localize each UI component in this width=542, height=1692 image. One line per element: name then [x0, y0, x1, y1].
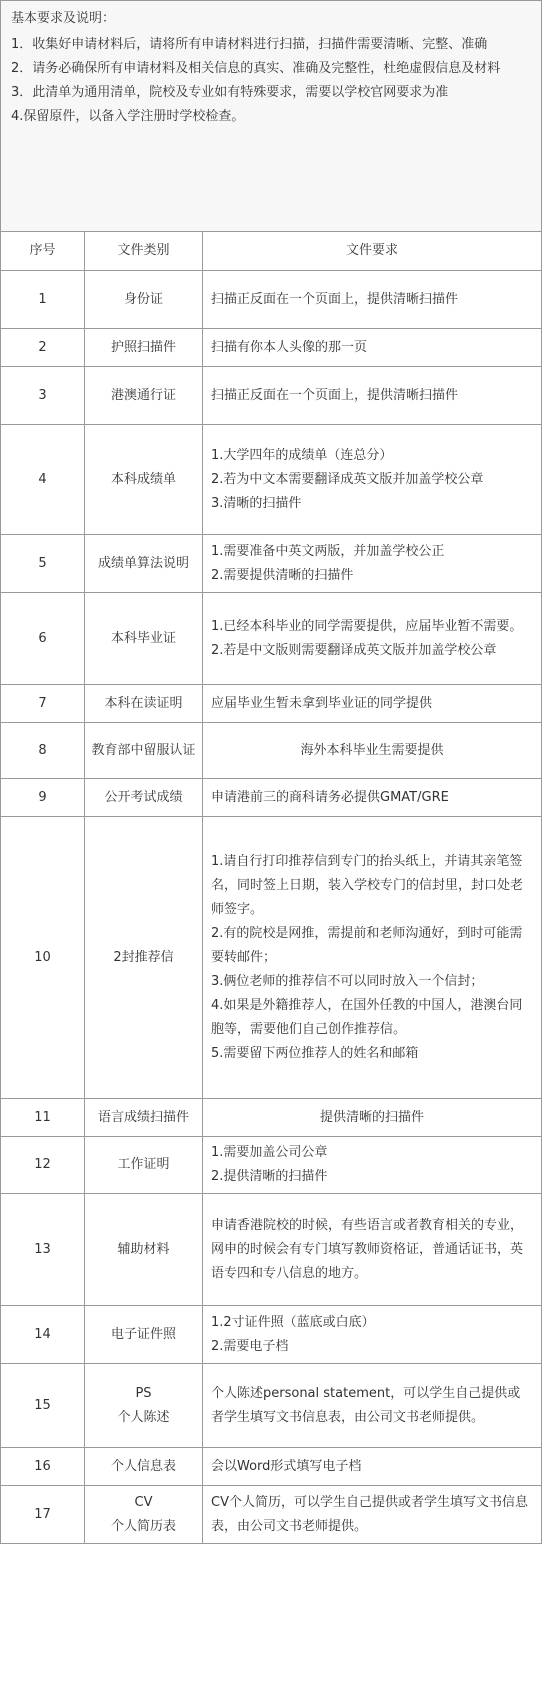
file-requirement-cell — [203, 329, 542, 367]
requirement-line: 3.俩位老师的推荐信不可以同时放入一个信封； — [211, 973, 484, 989]
row-number: 10 — [1, 817, 85, 1099]
file-requirement-cell — [203, 271, 542, 329]
file-type-cell — [85, 1486, 203, 1544]
file-requirement-cell — [203, 1137, 542, 1194]
requirement-line: 1.大学四年的成绩单（连总分） — [211, 447, 393, 463]
table-row — [1, 817, 542, 1099]
table-row — [1, 271, 542, 329]
row-number: 17 — [1, 1486, 85, 1544]
table-row — [1, 1306, 542, 1364]
file-requirement-cell — [203, 685, 542, 723]
intro-line: 4.保留原件，以备入学注册时学校检查。 — [11, 109, 245, 124]
file-type-cell — [85, 817, 203, 1099]
intro-line: 2．请务必确保所有申请材料及相关信息的真实、准确及完整性，杜绝虚假信息及材料 — [11, 61, 501, 76]
table-row — [1, 367, 542, 425]
requirement-line: 1.请自行打印推荐信到专门的抬头纸上，并请其亲笔签名，同时签上日期，装入学校专门的信封里，封口处老师签字。 — [211, 853, 524, 917]
materials-table-body — [1, 1, 542, 1544]
file-requirement-cell — [203, 535, 542, 593]
requirement-line: 海外本科毕业生需要提供 — [300, 742, 444, 758]
table-row — [1, 1486, 542, 1544]
intro-title: 基本要求及说明： — [11, 11, 116, 26]
header-number: 序号 — [1, 232, 85, 271]
file-type-cell — [85, 1099, 203, 1137]
file-requirement-cell — [203, 723, 542, 779]
file-requirement-cell — [203, 367, 542, 425]
row-number: 14 — [1, 1306, 85, 1364]
file-type-text: 港澳通行证 — [110, 387, 176, 403]
file-type-cell — [85, 535, 203, 593]
table-row — [1, 1099, 542, 1137]
file-type-cell — [85, 723, 203, 779]
row-number: 1 — [1, 271, 85, 329]
header-file-requirements: 文件要求 — [203, 232, 542, 271]
requirement-line: 应届毕业生暂未拿到毕业证的同学提供 — [211, 695, 433, 711]
requirement-line: 1.需要准备中英文两版，并加盖学校公正 — [211, 543, 445, 559]
requirement-line: 1.2寸证件照（蓝底或白底） — [211, 1314, 375, 1330]
file-type-text: 个人信息表 — [110, 1458, 176, 1474]
table-row — [1, 593, 542, 685]
header-file-type: 文件类别 — [85, 232, 203, 271]
table-row — [1, 535, 542, 593]
row-number: 2 — [1, 329, 85, 367]
requirement-line: 扫描正反面在一个页面上，提供清晰扫描件 — [211, 291, 459, 307]
requirement-line: 提供清晰的扫描件 — [319, 1109, 424, 1125]
requirement-line: 2.有的院校是网推，需提前和老师沟通好，到时可能需要转邮件； — [211, 925, 523, 965]
file-type-cell — [85, 685, 203, 723]
file-type-cell — [85, 367, 203, 425]
table-row — [1, 1137, 542, 1194]
file-type-cell — [85, 271, 203, 329]
requirement-line: 1.需要加盖公司公章 — [211, 1145, 328, 1160]
file-type-text: 2封推荐信 — [113, 949, 174, 965]
file-requirement-cell — [203, 1364, 542, 1448]
requirement-line: 2.若为中文本需要翻译成英文版并加盖学校公章 — [211, 471, 484, 487]
file-type-cell — [85, 329, 203, 367]
file-type-text: 护照扫描件 — [110, 339, 176, 355]
requirement-line: 3.清晰的扫描件 — [211, 495, 302, 511]
requirement-line: 2.提供清晰的扫描件 — [211, 1169, 328, 1184]
file-type-text: 语言成绩扫描件 — [97, 1109, 189, 1125]
requirement-line: 个人陈述personal statement，可以学生自己提供或者学生填写文书信息表，由公司文书老师提供。 — [211, 1385, 521, 1425]
file-requirement-cell — [203, 1486, 542, 1544]
row-number: 8 — [1, 723, 85, 779]
requirement-line: 1.已经本科毕业的同学需要提供，应届毕业暂不需要。 — [211, 618, 523, 634]
intro-row — [1, 1, 542, 232]
table-row — [1, 723, 542, 779]
file-type-text: 工作证明 — [117, 1157, 170, 1172]
row-number: 3 — [1, 367, 85, 425]
file-requirement-cell — [203, 1194, 542, 1306]
table-header-row — [1, 232, 542, 271]
table-row — [1, 1194, 542, 1306]
row-number: 15 — [1, 1364, 85, 1448]
table-row — [1, 329, 542, 367]
table-row — [1, 1448, 542, 1486]
requirement-line: 申请香港院校的时候，有些语言或者教育相关的专业，网申的时候会有专门填写教师资格证，普通话证书，英语专四和专八信息的地方。 — [211, 1217, 524, 1281]
file-type-text: 成绩单算法说明 — [97, 555, 189, 571]
requirement-line: 2.需要电子档 — [211, 1338, 289, 1354]
requirement-line: 2.若是中文版则需要翻译成英文版并加盖学校公章 — [211, 642, 497, 658]
row-number: 7 — [1, 685, 85, 723]
requirement-line: 会以Word形式填写电子档 — [211, 1458, 362, 1474]
file-type-cell — [85, 425, 203, 535]
intro-line: 3．此清单为通用清单，院校及专业如有特殊要求，需要以学校官网要求为准 — [11, 85, 449, 100]
file-type-text: 个人陈述 — [117, 1409, 170, 1425]
table-row — [1, 425, 542, 535]
requirement-line: 扫描正反面在一个页面上，提供清晰扫描件 — [211, 387, 459, 403]
file-type-text: 身份证 — [123, 291, 163, 307]
requirement-line: 5.需要留下两位推荐人的姓名和邮箱 — [211, 1045, 419, 1061]
file-type-text: 公开考试成绩 — [104, 789, 183, 805]
row-number: 11 — [1, 1099, 85, 1137]
file-type-cell — [85, 1306, 203, 1364]
table-row — [1, 1364, 542, 1448]
row-number: 5 — [1, 535, 85, 593]
requirement-line: 2.需要提供清晰的扫描件 — [211, 567, 354, 583]
row-number: 4 — [1, 425, 85, 535]
table-row — [1, 779, 542, 817]
table-row — [1, 685, 542, 723]
file-type-cell — [85, 1364, 203, 1448]
file-type-cell — [85, 1448, 203, 1486]
file-type-text: 本科在读证明 — [104, 695, 183, 711]
row-number: 16 — [1, 1448, 85, 1486]
requirement-line: 扫描有你本人头像的那一页 — [211, 339, 368, 355]
intro-line: 1．收集好申请材料后，请将所有申请材料进行扫描，扫描件需要清晰、完整、准确 — [11, 37, 488, 52]
file-type-text: 电子证件照 — [110, 1326, 176, 1342]
file-requirement-cell — [203, 1448, 542, 1486]
row-number: 12 — [1, 1137, 85, 1194]
file-type-text: 教育部中留服认证 — [91, 742, 196, 758]
row-number: 9 — [1, 779, 85, 817]
row-number: 13 — [1, 1194, 85, 1306]
file-requirement-cell — [203, 779, 542, 817]
file-type-cell — [85, 1194, 203, 1306]
file-requirement-cell — [203, 593, 542, 685]
intro-section — [1, 1, 542, 232]
requirement-line: 申请港前三的商科请务必提供GMAT/GRE — [211, 789, 449, 805]
file-requirement-cell — [203, 1306, 542, 1364]
file-type-cell — [85, 1137, 203, 1194]
file-type-cell — [85, 593, 203, 685]
requirement-line: 4.如果是外籍推荐人，在国外任教的中国人，港澳台同胞等，需要他们自己创作推荐信。 — [211, 997, 523, 1037]
file-type-text: CV — [134, 1494, 153, 1510]
file-type-text: PS — [135, 1385, 152, 1401]
requirement-line: CV个人简历，可以学生自己提供或者学生填写文书信息表，由公司文书老师提供。 — [211, 1494, 528, 1534]
row-number: 6 — [1, 593, 85, 685]
file-type-cell — [85, 779, 203, 817]
file-type-text: 本科毕业证 — [110, 630, 176, 646]
file-requirement-cell — [203, 1099, 542, 1137]
file-requirement-cell — [203, 425, 542, 535]
file-type-text: 辅助材料 — [117, 1241, 170, 1257]
file-requirement-cell — [203, 817, 542, 1099]
file-type-text: 个人简历表 — [110, 1518, 176, 1534]
file-type-text: 本科成绩单 — [110, 471, 176, 487]
